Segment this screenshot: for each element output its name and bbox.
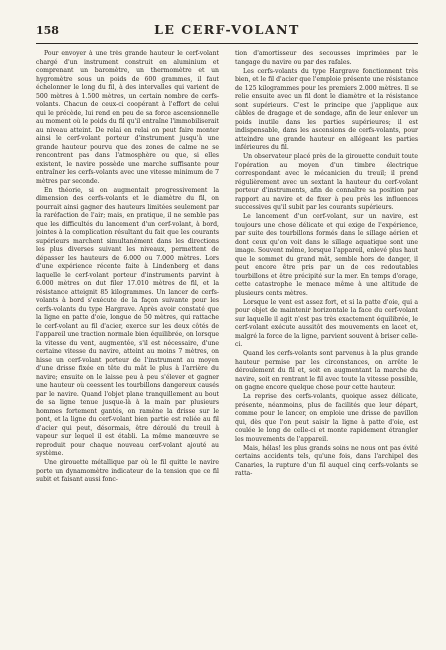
paragraph: Quand les cerfs-volants sont parvenus à la plus grande hauteur permise par les circonstances, on arrête le déroulement du fil et, soit en augmentant la marche du navire, soit en rentrant le fil avec toute la vitesse possible, on gagne encore quelque chose pour cette hauteur. (235, 350, 418, 391)
paragraph: Le lancement d'un cerf-volant, sur un navire, est toujours une chose délicate et qui exige de l'expérience, par suite des tourbillons formés dans le sillage aérien et dont ceux qu'on voit dans le sillage aquatique sont une image. Souvent même, lorsque l'appareil, enlevé plus haut que le sommet du grand mât, semble hors de danger, il peut encore être pris par un de ces redoutables tourbillons et être précipité sur la mer. En temps d'orage, cette catastrophe le menace même à une altitude de plusieurs cents mètres. (235, 213, 418, 297)
paragraph: En théorie, si on augmentait progressivement la dimension des cerfs-volants et le diamètre du fil, on pourrait ainsi gagner des hauteurs limitées seulement par la raréfaction de l'air; mais, en pratique, il ne semble pas que les difficultés du lancement d'un cerf-volant, à bord, jointes à la complication résultant du fait que les courants supérieurs marchent simultanément dans les directions les plus diverses suivant les niveaux, permettent de dépasser les hauteurs de 6.000 ou 7.000 mètres. Lors d'une expérience récente faite à Lindenberg et dans laquelle le cerf-volant porteur d'instruments parvint à 6.000 mètres on dut filer 17.010 mètres de fil, et la résistance atteignit 85 kilogrammes. Un lancer de cerfs-volants à bord s'exécute de la façon suivante pour les cerfs-volants du type Hargrave. Après avoir constaté que la ligne en patte d'oie, longue de 50 mètres, qui rattache le cerf-volant au fil d'acier, exerce sur les deux côtés de l'appareil une traction normale bien équilibrée, on lorsque la vitesse du vent, augmentée, s'il est nécessaire, d'une certaine vitesse du navire, atteint au moins 7 mètres, on hisse un cerf-volant porteur de l'instrument au moyen d'une drisse fixée en tête du mât le plus à l'arrière du navire; ensuite on le laisse peu à peu s'élever et gagner une hauteur où ceessent les tourbillons dangereux causés par le navire. Quand l'objet plane tranquillement au bout de sa ligne tenue jusque-là à la main par plusieurs hommes fortement gantés, on ramène la drisse sur le pont, et la ligne du cerf-volant bien partie est reliée au fil d'acier qui peut, désormais, être déroulé du treuil à vapeur sur lequel il est établi. La même manœuvre se reproduit pour chaque nouveau cerf-volant ajouté au système. (36, 186, 219, 457)
paragraph: Mais, hélas! les plus grands soins ne nous ont pas évité certains accidents tels, qu'une fois, dans l'archipel des Canaries, la rupture d'un fil auquel cinq cerfs-volants se ratta- (235, 444, 418, 477)
paragraph: Les cerfs-volants du type Hargrave fonctionnent très bien, et le fil d'acier que l'emploie présente une résistance de 125 kilogrammes pour les premiers 2.000 mètres. Il se relie ensuite avec un fil dont le diamètre et la résistance sont supérieurs. C'est le principe que j'applique aux câbles de dragage et de sondage, afin de leur enlever un poids inutile dans les parties supérieures; il est indispensable, dans les ascensions de cerfs-volants, pour atteindre une grande hauteur en allégeant les parties inférieures du fil. (235, 67, 418, 151)
running-title: LE CERF-VOLANT (154, 22, 300, 37)
paragraph: Un observateur placé près de la girouette conduit toute l'opération au moyen d'un timbre électrique correspondant avec le mécanicien du treuil; il prend régulièrement avec un sextant la hauteur du cerf-volant porteur d'instruments, afin de connaître sa position par rapport au navire et de fixer à peu près les influences successives qu'il subit par les courants supérieurs. (235, 153, 418, 211)
paragraph: La reprise des cerfs-volants, quoique assez délicate, présente, néanmoins, plus de facilités que leur départ, comme pour le lancer, on emploie une drisse de pavillon qui, dès que l'on peut saisir la ligne à patte d'oie, est coulée le long de celle-ci et monte rapidement étrangler les mouvements de l'appareil. (235, 393, 418, 443)
paragraph: Lorsque le vent est assez fort, et si la patte d'oie, qui a pour objet de maintenir horizontale la face du cerf-volant sur laquelle il agit n'est pas très exactement équilibrée, le cerf-volant exécute aussitôt des mouvements en lacet et, malgré la force de la ligne, parvient souvent à briser celle-ci. (235, 298, 418, 348)
page-header (36, 16, 418, 38)
header-rule (36, 43, 418, 44)
page-number: 158 (36, 24, 59, 37)
paragraph: Pour envoyer à une très grande hauteur le cerf-volant chargé d'un instrument construit en aluminium et comprenant un baromètre, un thermomètre et un hygromètre sous un poids de 600 grammes, il faut échelonner le long du fil, à des intervalles qui varient de 500 mètres à 1.500 mètres, un certain nombre de cerfs-volants. Chacun de ceux-ci coopérant à l'effort de celui qui le précède, lui rend en peu de sa force ascensionnelle au moment où le poids du fil qu'il entraîne l'immobiliserait au niveau atteint. De relai en relai on peut faire monter ainsi le cerf-volant porteur d'instrument jusqu'à une grande hauteur pourvu que des zones de calme ne se rencontrent pas dans l'atmosphère ou que, si elles existent, le navire possède une marche suffisante pour entraîner les cerfs-volants avec une vitesse minimum de 7 mètres par seconde. (36, 50, 219, 185)
paragraph: Une girouette métallique par où le fil quitte le navire porte un dynamomètre indicateur de la tension que ce fil subit et faisant aussi fonc- (36, 459, 219, 483)
paragraph: tion d'amortisseur des secousses imprimées par le tangage du navire ou par des rafales. (235, 50, 418, 66)
text-columns (36, 50, 418, 640)
left-column (36, 50, 219, 640)
right-column (235, 50, 418, 640)
